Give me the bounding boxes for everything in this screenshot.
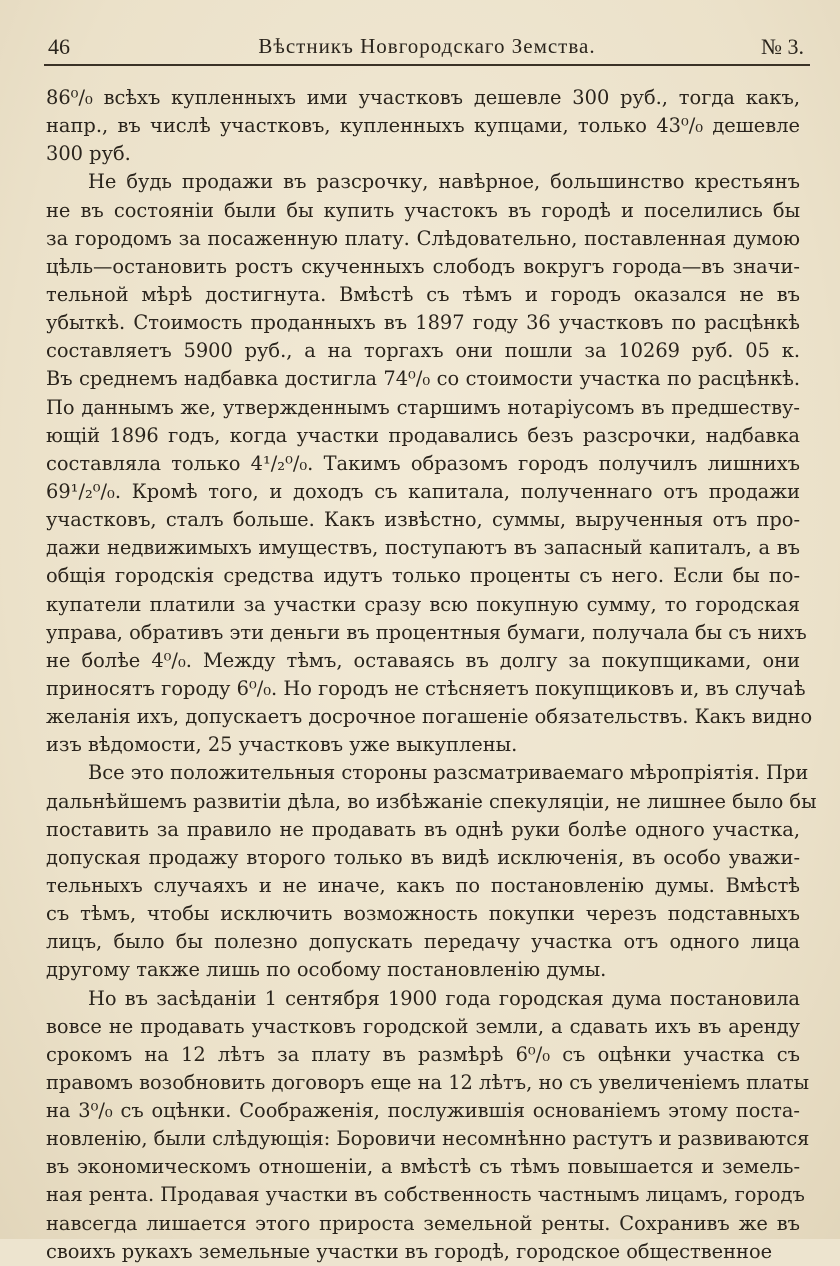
text-line: Не будь продажи въ разсрочку, навѣрное, большинство крестьянъ — [88, 170, 800, 194]
text-line: съ тѣмъ, чтобы исключить возможность покупки черезъ подставныхъ — [46, 902, 800, 926]
paragraph — [46, 985, 810, 1266]
text-line: дальнѣйшемъ развитіи дѣла, во избѣжаніе спекуляціи, не лишнее было бы — [46, 789, 817, 813]
text-line: ная рента. Продавая участки въ собственность частнымъ лицамъ, городъ — [46, 1183, 805, 1207]
paragraph — [46, 84, 800, 168]
text-line: составляла только 4¹/₂⁰/₀. Такимъ образомъ городъ получилъ лишнихъ — [46, 451, 800, 475]
text-line: правомъ возобновить договоръ еще на 12 лѣтъ, но съ увеличеніемъ платы — [46, 1070, 810, 1094]
text-line: общія городскія средства идутъ только проценты съ него. Если бы по- — [46, 564, 800, 588]
text-line: поставить за правило не продавать въ однѣ руки болѣе одного участка, — [46, 817, 800, 841]
paragraph — [46, 168, 813, 759]
text-line: изъ вѣдомости, 25 участковъ уже выкуплены. — [46, 733, 518, 757]
text-line: лицъ, было бы полезно допускать передачу участка отъ одного лица — [46, 930, 800, 954]
text-line: Въ среднемъ надбавка достигла 74⁰/₀ со стоимости участка по расцѣнкѣ. — [46, 367, 800, 391]
text-line: 69¹/₂⁰/₀. Кромѣ того, и доходъ съ капитала, полученнаго отъ продажи — [46, 479, 800, 503]
text-line: По даннымъ же, утвержденнымъ старшимъ нотаріусомъ въ предшеству- — [46, 395, 800, 419]
running-title: Вѣстникъ Новгородскаго Земства. — [258, 34, 596, 58]
page-number: 46 — [48, 34, 70, 59]
issue-number: № 3. — [761, 34, 804, 59]
text-line: Но въ засѣданіи 1 сентября 1900 года городская дума постановила — [88, 986, 800, 1010]
text-line: желанія ихъ, допускаетъ досрочное погашеніе обязательствъ. Какъ видно — [46, 705, 813, 729]
text-line: участковъ, сталъ больше. Какъ извѣстно, суммы, вырученныя отъ про- — [46, 508, 800, 532]
text-line: другому также лишь по особому постановленію думы. — [46, 958, 607, 982]
text-line: допуская продажу второго только въ видѣ исключенія, въ особо уважи- — [46, 845, 800, 869]
text-line: навсегда лишается этого прироста земельной ренты. Сохранивъ же въ — [46, 1211, 800, 1235]
text-line: 300 руб. — [46, 142, 131, 166]
paragraph — [46, 759, 817, 984]
text-line: цѣль—остановить ростъ скученныхъ слободъ вокругъ города—въ значи- — [46, 254, 800, 278]
text-line: новленію, были слѣдующія: Боровичи несомнѣнно растутъ и развиваются — [46, 1127, 810, 1151]
text-line: срокомъ на 12 лѣтъ за плату въ размѣрѣ 6⁰/₀ съ оцѣнки участка съ — [46, 1042, 800, 1066]
text-line: вовсе не продавать участковъ городской земли, а сдавать ихъ въ аренду — [46, 1014, 800, 1038]
text-line: не болѣе 4⁰/₀. Между тѣмъ, оставаясь въ долгу за покупщиками, они — [46, 648, 800, 672]
text-line: купатели платили за участки сразу всю покупную сумму, то городская — [46, 592, 800, 616]
text-line: 86⁰/₀ всѣхъ купленныхъ ими участковъ дешевле 300 руб., тогда какъ, — [46, 86, 800, 109]
text-line: тельныхъ случаяхъ и не иначе, какъ по постановленію думы. Вмѣстѣ — [46, 873, 800, 897]
text-line: ющій 1896 годъ, когда участки продавались безъ разсрочки, надбавка — [46, 423, 800, 447]
body-text — [46, 84, 817, 1266]
page-header — [44, 30, 810, 66]
text-line: на 3⁰/₀ съ оцѣнки. Соображенія, послужившія основаніемъ этому поста- — [46, 1099, 800, 1123]
text-line: тельной мѣрѣ достигнута. Вмѣстѣ съ тѣмъ и городъ оказался не въ — [46, 282, 800, 306]
text-line: составляетъ 5900 руб., а на торгахъ они пошли за 10269 руб. 05 к. — [46, 339, 800, 363]
text-line: Все это положительныя стороны разсматриваемаго мѣропріятія. При — [88, 761, 809, 785]
text-line: дажи недвижимыхъ имуществъ, поступаютъ въ запасный капиталъ, а въ — [46, 536, 800, 560]
text-line: напр., въ числѣ участковъ, купленныхъ купцами, только 43⁰/₀ дешевле — [46, 114, 800, 138]
text-line: своихъ рукахъ земельные участки въ городѣ, городское общественное — [46, 1239, 773, 1263]
text-line: за городомъ за посаженную плату. Слѣдовательно, поставленная думою — [46, 226, 800, 250]
text-line: не въ состояніи были бы купить участокъ въ городѣ и поселились бы — [46, 198, 800, 222]
text-line: управа, обративъ эти деньги въ процентныя бумаги, получала бы съ нихъ — [46, 620, 807, 644]
text-line: убыткѣ. Стоимость проданныхъ въ 1897 году 36 участковъ по расцѣнкѣ — [46, 311, 800, 335]
text-line: приносятъ городу 6⁰/₀. Но городъ не стѣсняетъ покупщиковъ и, въ случаѣ — [46, 676, 806, 700]
text-line: въ экономическомъ отношеніи, а вмѣстѣ съ тѣмъ повышается и земель- — [46, 1155, 800, 1179]
